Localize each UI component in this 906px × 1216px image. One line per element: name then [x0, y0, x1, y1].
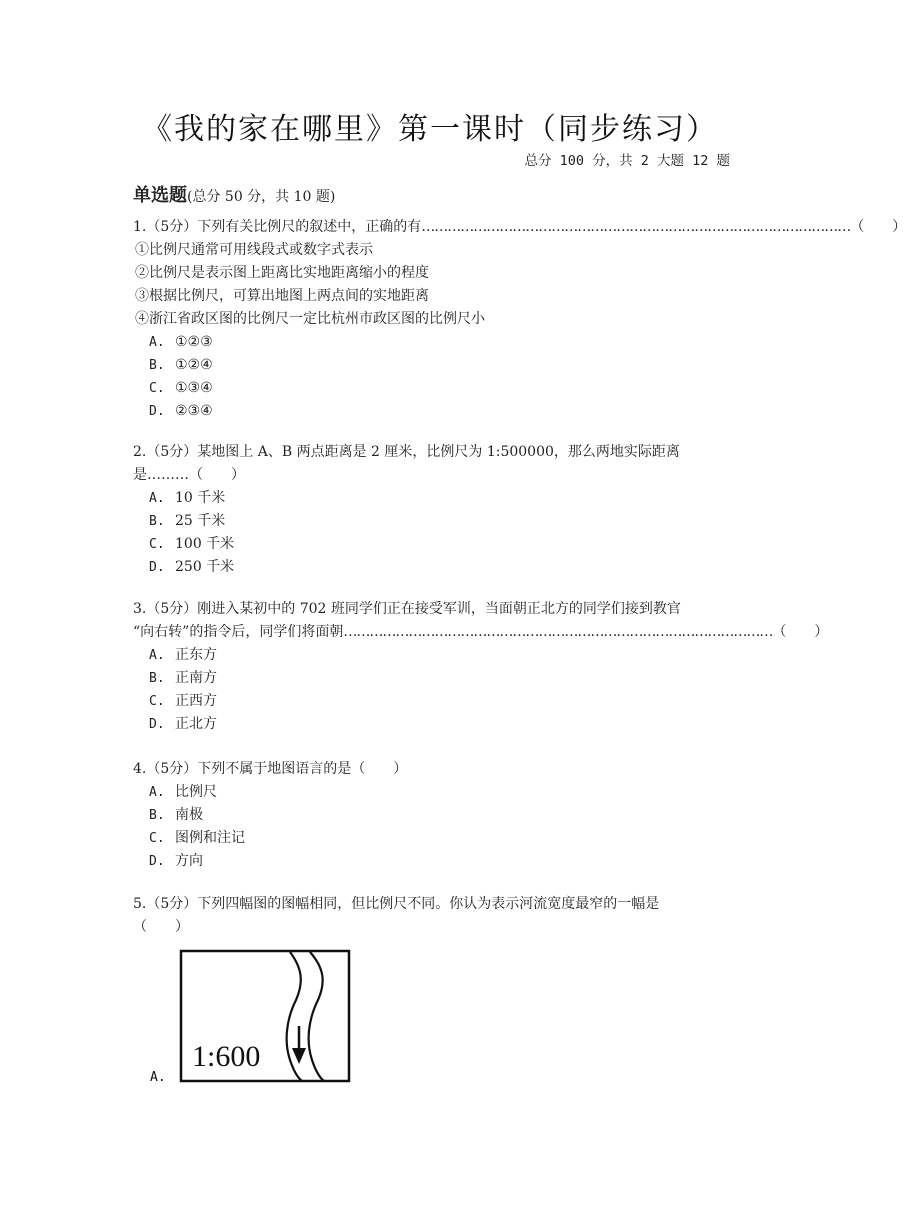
document-title: 《我的家在哪里》第一课时（同步练习）	[142, 112, 718, 147]
question-stem: 某地图上 A、B 两点距离是 2 厘米，比例尺为 1:500000，那么两地实际距离	[197, 444, 680, 460]
statement-3: ③根据比例尺，可算出地图上两点间的实地距离	[135, 288, 429, 304]
question-stem-continued: 是………（ ）	[133, 467, 245, 483]
option-b[interactable]: B. 正南方	[149, 670, 217, 686]
river-map	[180, 950, 352, 1084]
option-c[interactable]: C. ①③④	[149, 380, 213, 396]
option-d[interactable]: D. ②③④	[149, 403, 213, 419]
option-a[interactable]: A. 正东方	[149, 647, 217, 663]
river-map-figure-a[interactable]	[180, 950, 352, 1088]
scale-label: 1:600	[192, 1040, 261, 1073]
question-stem-continued: （ ）	[133, 919, 189, 935]
question-stem-continued: “向右转”的指令后，同学们将面朝	[133, 624, 344, 640]
option-a[interactable]: A. 比例尺	[149, 784, 217, 800]
section-title: 单选题	[133, 185, 187, 206]
statement-1: ①比例尺通常可用线段式或数字式表示	[135, 242, 373, 258]
question-number: 1.	[133, 219, 147, 235]
statement-2: ②比例尺是表示图上距离比实地距离缩小的程度	[135, 265, 429, 281]
option-d[interactable]: D. 方向	[149, 853, 203, 869]
option-a[interactable]: A. 10 千米	[149, 490, 226, 506]
question-stem: 下列有关比例尺的叙述中，正确的有	[197, 219, 422, 235]
question-score: （5分）	[146, 761, 198, 777]
question-number: 5.	[133, 896, 147, 912]
leader-dots: ………………………………………………………………………………………	[421, 219, 851, 235]
option-b[interactable]: B. 南极	[149, 807, 203, 823]
question-2	[133, 441, 740, 579]
option-c[interactable]: C. 图例和注记	[149, 830, 245, 846]
score-summary: 总分 100 分，共 2 大题 12 题	[524, 153, 730, 169]
question-score: （5分）	[146, 219, 198, 235]
question-score: （5分）	[146, 896, 198, 912]
question-5	[133, 893, 740, 939]
section-info: (总分 50 分，共 10 题)	[187, 189, 336, 205]
statement-4: ④浙江省政区图的比例尺一定比杭州市政区图的比例尺小	[135, 311, 485, 327]
question-3	[133, 598, 829, 736]
question-stem: 刚进入某初中的 702 班同学们正在接受军训，当面朝正北方的同学们接到教官	[197, 601, 681, 617]
question-number: 4.	[133, 761, 147, 777]
question-score: （5分）	[146, 444, 198, 460]
leader-dots: ………………………………………………………………………………………	[343, 624, 773, 640]
question-stem: 下列不属于地图语言的是（ ）	[197, 761, 408, 777]
figure-option-label: A.	[150, 1070, 166, 1085]
option-b[interactable]: B. 25 千米	[149, 513, 226, 529]
section-header	[133, 181, 335, 207]
question-4	[133, 758, 740, 873]
question-stem: 下列四幅图的图幅相同，但比例尺不同。你认为表示河流宽度最窄的一幅是	[197, 896, 660, 912]
option-a[interactable]: A. ①②③	[149, 334, 213, 350]
option-b[interactable]: B. ①②④	[149, 357, 213, 373]
question-number: 2.	[133, 444, 147, 460]
answer-blank: （ ）	[772, 624, 829, 640]
option-d[interactable]: D. 250 千米	[149, 559, 235, 575]
question-score: （5分）	[146, 601, 198, 617]
option-c[interactable]: C. 100 千米	[149, 536, 235, 552]
question-number: 3.	[133, 601, 147, 617]
option-c[interactable]: C. 正西方	[149, 693, 217, 709]
option-d[interactable]: D. 正北方	[149, 716, 217, 732]
answer-blank: （ ）	[850, 219, 906, 235]
question-1	[133, 216, 906, 423]
